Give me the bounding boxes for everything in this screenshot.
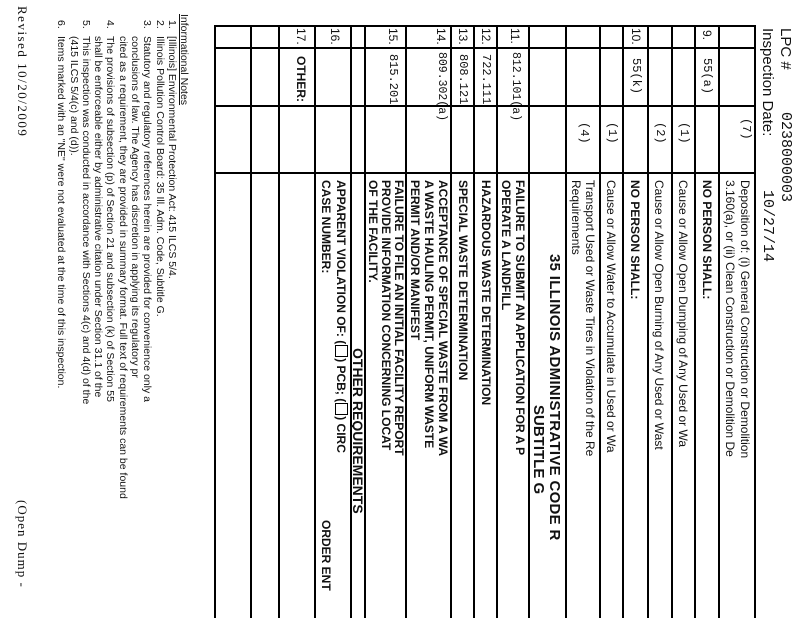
row-text: SPECIAL WASTE DETERMINATION — [456, 180, 470, 381]
row-number: 16. — [328, 28, 342, 45]
section-subheading: SUBTITLE G — [530, 405, 547, 495]
row-rule — [451, 25, 453, 618]
form-name: (Open Dump - — [15, 500, 30, 588]
row-rule — [497, 25, 499, 618]
lpc-label: LPC # — [777, 28, 794, 70]
row-rule — [623, 25, 625, 618]
circuit-checkbox[interactable] — [335, 403, 348, 415]
code-col-divider — [216, 105, 756, 107]
row-code: 722.111 — [479, 54, 493, 105]
row-text: Requirements — [569, 180, 583, 255]
row-text: FAILURE TO FILE AN INITIAL FACILITY REPORT — [392, 180, 406, 456]
row-text: NO PERSON SHALL: — [700, 180, 714, 300]
table-border-left — [216, 25, 756, 27]
row-text: 3.160(a), or (ii) Clean Construction or Demolition De — [723, 180, 737, 457]
row-rule — [251, 25, 253, 618]
order-entered-label: ORDER ENT — [319, 520, 333, 591]
row-code: (1) — [677, 122, 691, 144]
row-number: 17. — [294, 28, 308, 45]
violation-text-c: ) CIRC — [334, 416, 348, 453]
inspection-date-label: Inspection Date: — [759, 28, 776, 137]
note-text: Illinois Pollution Control Board: 35 Ill. Adm. Code, Subtitle G. — [154, 36, 166, 317]
row-text: A WASTE HAULING PERMIT, UNIFORM WASTE — [422, 180, 436, 449]
row-rule — [279, 25, 281, 618]
row-code: (7) — [739, 118, 753, 140]
note-text: Statutory and regulatory references herein are provided for convenience only a — [141, 36, 153, 402]
row-text: PERMIT AND/OR MANIFEST — [408, 180, 422, 341]
row-number: 11. — [508, 28, 522, 44]
row-text: ACCEPTANCE OF SPECIAL WASTE FROM A WA — [436, 180, 450, 457]
violation-line — [334, 180, 348, 453]
row-text: NO PERSON SHALL: — [628, 180, 642, 300]
row-text: OF THE FACILITY. — [366, 180, 380, 283]
notes-title: Informational Notes — [178, 14, 190, 106]
row-text: FAILURE TO SUBMIT AN APPLICATION FOR A P — [513, 180, 527, 456]
violation-text-a: APPARENT VIOLATION OF: ( — [334, 180, 348, 345]
row-code: 808.121 — [456, 54, 470, 105]
note-text: [Illinois] Environmental Protection Act: 415 ILCS 5/4. — [166, 36, 178, 279]
row-code: 809.302(a) — [435, 52, 448, 122]
other-requirements-heading: OTHER REQUIREMENTS — [350, 348, 366, 514]
row-code: 55(k) — [629, 58, 643, 95]
row-number: 10. — [629, 28, 643, 45]
row-code: (1) — [605, 122, 619, 144]
row-rule — [695, 25, 697, 618]
row-text: Cause or Allow Open Dumping of Any Used or Wa — [676, 180, 690, 448]
note-number: 6. — [55, 20, 67, 29]
row-rule — [648, 25, 650, 618]
note-text: shall be enforceable either by administrative citation under Section 31.1 of the — [92, 36, 104, 398]
pcb-checkbox[interactable] — [335, 345, 348, 357]
note-text: Items marked with an "NE" were not evaluated at the time of this inspection. — [55, 36, 67, 389]
row-code: (2) — [653, 122, 667, 144]
note-text: conclusions of law. The Agency has discretion in applying its regulatory pr — [129, 36, 141, 378]
note-number: 5. — [80, 20, 92, 29]
note-number: 1. — [166, 20, 178, 29]
note-number: 2. — [154, 20, 166, 29]
row-text: PROVIDE INFORMATION CONCERNING LOCAT — [379, 180, 393, 451]
num-col-divider — [216, 47, 756, 49]
row-text: HAZARDOUS WASTE DETERMINATION — [479, 180, 493, 406]
note-number: 3. — [141, 20, 153, 29]
row-code: 815.201 — [386, 54, 400, 105]
row-text: Transport Used or Waste Tires in Violation of the Re — [583, 180, 597, 457]
row-code: 55(a) — [700, 58, 714, 95]
row-rule — [351, 25, 353, 618]
revision-date: Revised 10/20/2009 — [15, 6, 30, 138]
note-text: cited as a requirement, they are provided in summary format. Full text of requirements can be found — [117, 36, 129, 499]
row-rule — [566, 25, 568, 618]
section-heading: 35 ILLINOIS ADMINISTRATIVE CODE R — [546, 254, 563, 541]
row-text: Deposition of: (i) General Construction or Demolition — [738, 180, 752, 459]
row-rule — [672, 25, 674, 618]
other-label: OTHER: — [294, 56, 308, 102]
desc-col-divider — [216, 172, 756, 174]
row-code: 812.101(a) — [509, 52, 522, 122]
row-rule — [600, 25, 602, 618]
note-text: (415 ILCS 5/4(c) and (d)). — [68, 36, 80, 156]
row-number: 14. — [434, 28, 448, 45]
row-rule — [315, 25, 317, 618]
row-number: 15. — [386, 28, 400, 45]
row-number: 12. — [479, 28, 493, 45]
row-text: Cause or Allow Water to Accumulate in Used or Wa — [604, 180, 618, 453]
note-text: The provisions of subsection (p) of Section 21 and subsection (k) of Section 55 — [104, 36, 116, 402]
row-code: (4) — [577, 122, 591, 144]
note-number: 4. — [104, 20, 116, 29]
row-rule — [474, 25, 476, 618]
violation-text-b: ) PCB; ( — [334, 358, 348, 403]
case-number-label: CASE NUMBER: — [319, 180, 333, 274]
row-text: Cause or Allow Open Burning of Any Used or Wast — [652, 180, 666, 450]
row-number: 9. — [700, 30, 714, 41]
row-number: 13. — [456, 28, 470, 45]
note-text: This inspection was conducted in accordance with Sections 4(c) and 4(d) of the — [80, 36, 92, 405]
row-rule — [215, 25, 217, 618]
lpc-number: 0238000003 — [777, 112, 794, 203]
row-rule — [755, 25, 757, 618]
row-rule — [719, 25, 721, 618]
row-rule — [529, 25, 531, 618]
row-text: OPERATE A LANDFILL — [499, 180, 513, 311]
row-rule — [365, 25, 367, 618]
inspection-date: 10/27/14 — [759, 190, 776, 263]
